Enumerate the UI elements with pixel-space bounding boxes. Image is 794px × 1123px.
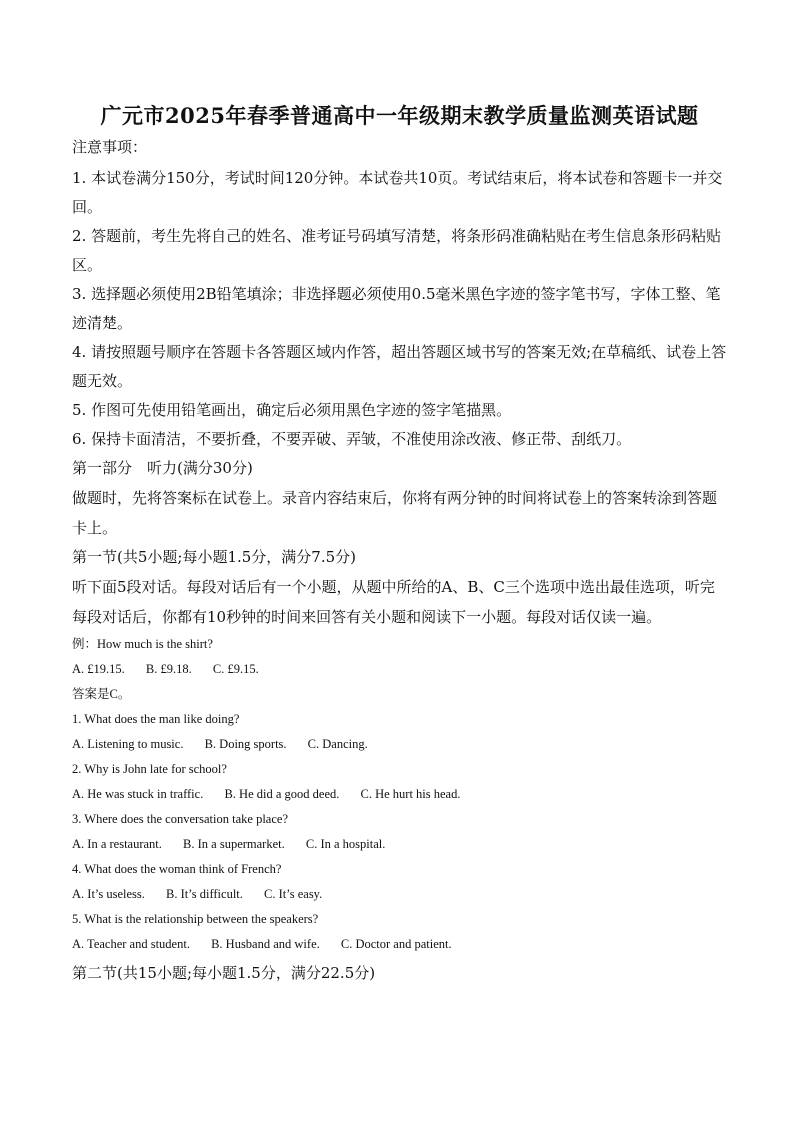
option-b: B. It’s difficult. [166,887,243,901]
example-answer: 答案是C。 [72,687,131,701]
question-2: 2. Why is John late for school? [72,762,227,776]
notice-item-2: 2. 答题前，考生先将自己的姓名、准考证号码填写清楚，将条形码准确粘贴在考生信息条形码粘贴区。 [72,227,722,274]
notice-item-1: 1. 本试卷满分150分，考试时间120分钟。本试卷共10页。考试结束后，将本试卷和答题卡一并交回。 [72,169,723,216]
option-c: C. In a hospital. [305,837,386,851]
question-4-options [72,882,727,907]
example-option-b: B. £9.18. [145,662,192,676]
notice-item-5: 5. 作图可先使用铅笔画出，确定后必须用黑色字迹的签字笔描黑。 [72,401,512,419]
notice-list [72,164,727,454]
question-5-options [72,932,727,957]
example-question: 例：How much is the shirt? [72,637,213,651]
question-2-options [72,782,727,807]
option-b: B. Doing sports. [204,737,287,751]
part1-instruction: 做题时，先将答案标在试卷上。录音内容结束后，你将有两分钟的时间将试卷上的答案转涂到答题卡上。 [72,489,718,537]
notice-heading: 注意事项： [72,138,148,156]
option-b: B. Husband and wife. [211,937,320,951]
option-a: A. Listening to music. [72,737,184,751]
exam-title: 广元市2025年春季普通高中一年级期末教学质量监测英语试题 [100,103,699,128]
example-option-c: C. £9.15. [212,662,259,676]
question-3: 3. Where does the conversation take place? [72,812,288,826]
section2-heading: 第二节(共15小题;每小题1.5分，满分22.5分) [72,964,376,982]
exam-page [72,100,727,988]
option-a: A. It’s useless. [72,887,145,901]
option-a: A. He was stuck in traffic. [72,787,204,801]
question-3-options [72,832,727,857]
option-c: C. It’s easy. [264,887,323,901]
question-1-options [72,732,727,757]
option-a: A. Teacher and student. [72,937,190,951]
notice-item-4: 4. 请按照题号顺序在答题卡各答题区域内作答，超出答题区域书写的答案无效;在草稿纸、试卷上答题无效。 [72,343,727,390]
example-option-a: A. £19.15. [72,662,125,676]
question-1: 1. What does the man like doing? [72,712,240,726]
notice-item-6: 6. 保持卡面清洁，不要折叠，不要弄破、弄皱，不准使用涂改液、修正带、刮纸刀。 [72,430,632,448]
example-options [72,657,727,682]
part1-heading: 第一部分 听力(满分30分) [72,459,253,477]
notice-item-3: 3. 选择题必须使用2B铅笔填涂；非选择题必须使用0.5毫米黑色字迹的签字笔书写，字体工整、笔迹清楚。 [72,285,721,332]
option-b: B. In a supermarket. [183,837,285,851]
section1-instruction: 听下面5段对话。每段对话后有一个小题，从题中所给的A、B、C三个选项中选出最佳选项，听完每段对话后，你都有10秒钟的时间来回答有关小题和阅读下一小题。每段对话仅读一遍。 [72,578,715,626]
option-c: C. He hurt his head. [360,787,461,801]
option-a: A. In a restaurant. [72,837,162,851]
section1-heading: 第一节(共5小题;每小题1.5分，满分7.5分) [72,548,357,566]
option-c: C. Doctor and patient. [340,937,452,951]
question-5: 5. What is the relationship between the speakers? [72,912,319,926]
option-b: B. He did a good deed. [224,787,340,801]
option-c: C. Dancing. [307,737,368,751]
question-4: 4. What does the woman think of French? [72,862,282,876]
